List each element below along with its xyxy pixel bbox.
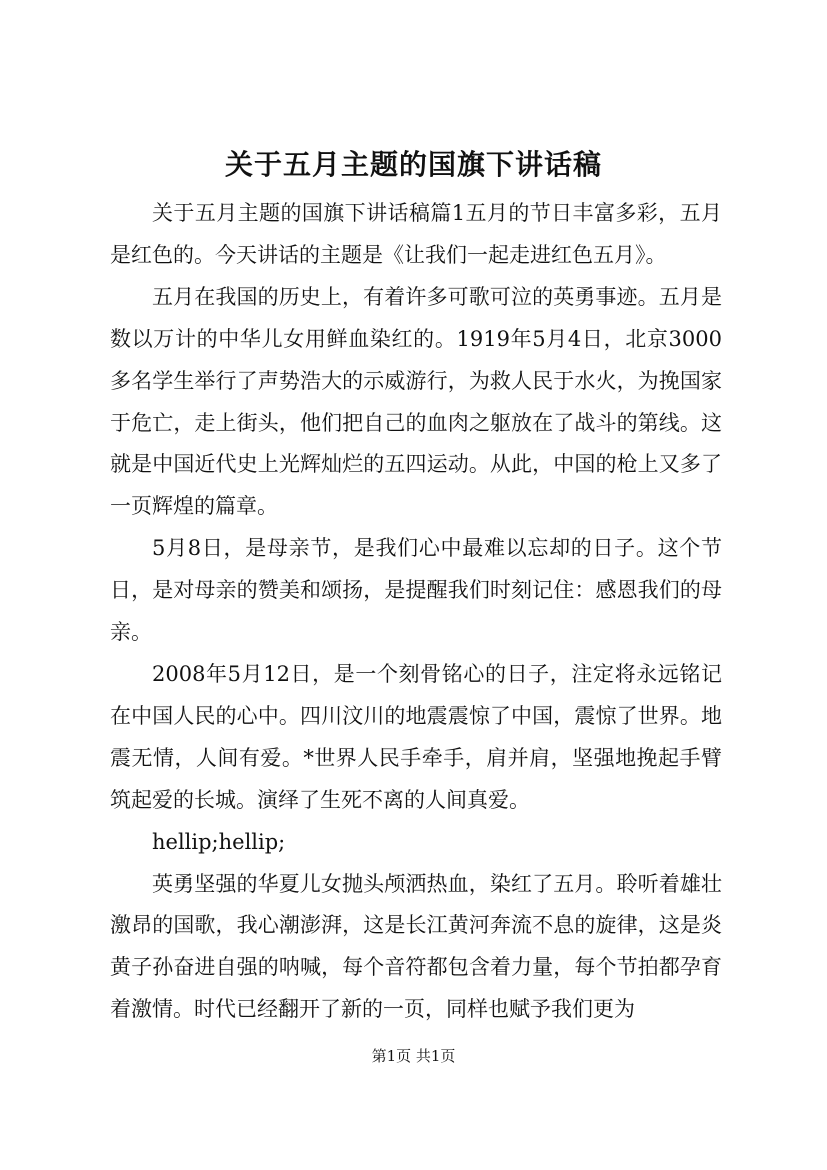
- document-body: [110, 193, 722, 1031]
- paragraph-4: 2008年5月12日，是一个刻骨铭心的日子，注定将永远铭记在中国人民的心中。四川汶川的地震震惊了中国，震惊了世界。地震无情，人间有爱。*世界人民手牵手，肩并肩，坚强地挽起手臂筑起爱的长城。演绎了生死不离的人间真爱。: [110, 661, 722, 812]
- paragraph-1: 关于五月主题的国旗下讲话稿篇1五月的节日丰富多彩，五月是红色的。今天讲话的主题是《让我们一起走进红色五月》。: [110, 201, 722, 267]
- document-title: 关于五月主题的国旗下讲话稿: [224, 148, 602, 181]
- page-footer: 第1页 共1页: [371, 1047, 456, 1065]
- paragraph-2: 五月在我国的历史上，有着许多可歌可泣的英勇事迹。五月是数以万计的中华儿女用鲜血染红的。1919年5月4日，北京3000多名学生举行了声势浩大的示威游行，为救人民于水火，为挽国家于危亡，走上街头，他们把自己的血肉之躯放在了战斗的第线。这就是中国近代史上光辉灿烂的五四运动。从此，中国的枪上又多了一页辉煌的篇章。: [110, 284, 722, 519]
- paragraph-5: hellip;hellip;: [152, 829, 286, 854]
- paragraph-6: 英勇坚强的华夏儿女抛头颅洒热血，染红了五月。聆听着雄壮激昂的国歌，我心潮澎湃，这是长江黄河奔流不息的旋律，这是炎黄子孙奋进自强的呐喊，每个音符都包含着力量，每个节拍都孕育着激情。时代已经翻开了新的一页，同样也赋予我们更为: [110, 871, 722, 1022]
- paragraph-3: 5月8日，是母亲节，是我们心中最难以忘却的日子。这个节日，是对母亲的赞美和颂扬，是提醒我们时刻记住：感恩我们的母亲。: [110, 536, 722, 645]
